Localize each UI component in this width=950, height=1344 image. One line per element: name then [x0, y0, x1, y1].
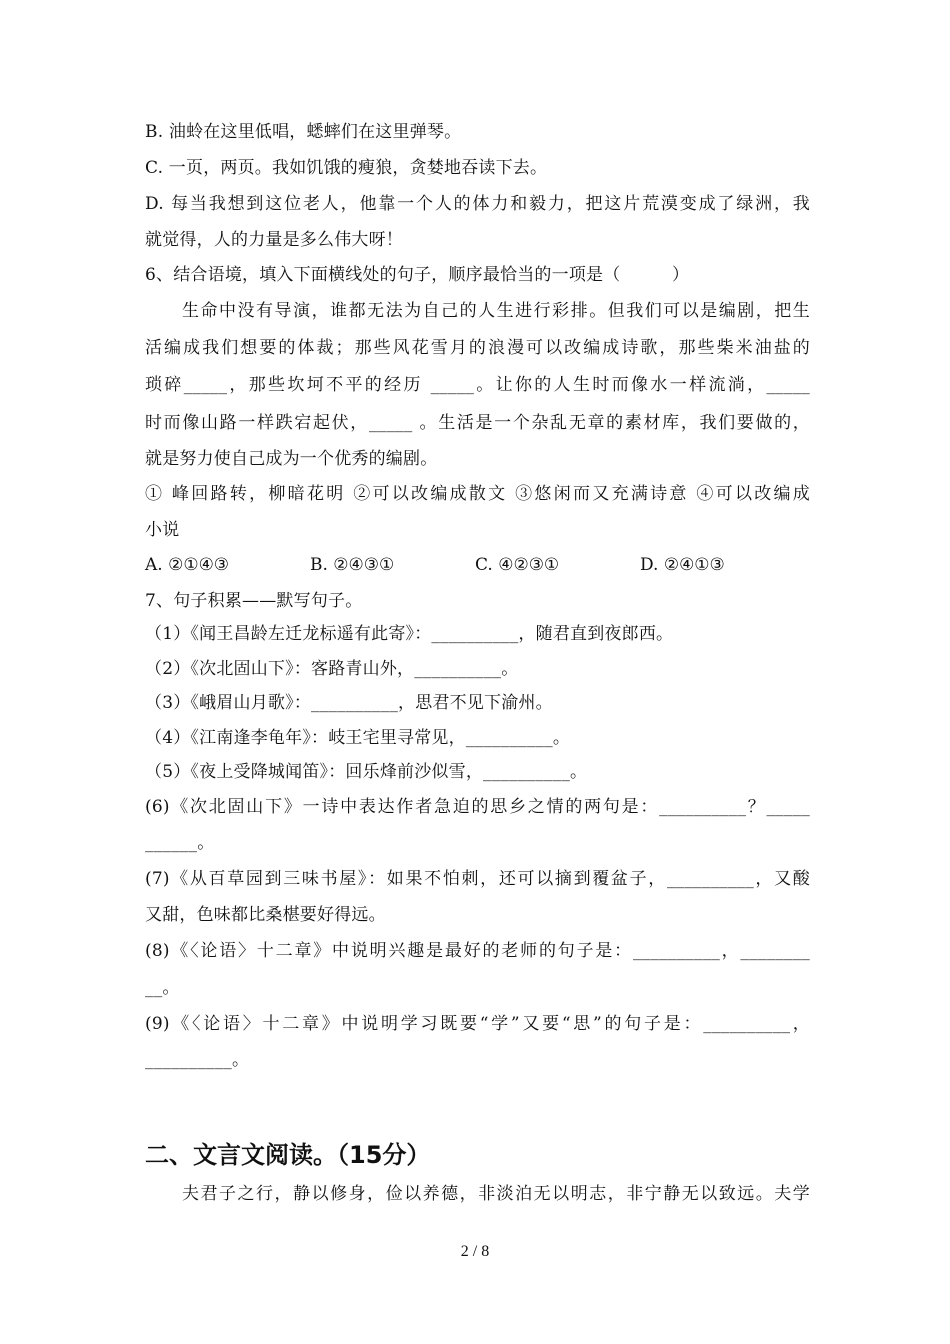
q6-passage-line: 时而像山路一样跌宕起伏，_____ 。生活是一个杂乱无章的素材库，我们要做的， — [145, 413, 810, 433]
q7-item7-line1: (7)《从百草园到三味书屋》：如果不怕刺，还可以摘到覆盆子，__________，又酸 — [145, 869, 810, 889]
q6-answer-d: D. ②④①③ — [640, 555, 725, 575]
q7-item9-line1: (9)《〈论语〉十二章》中说明学习既要“学”又要“思”的句子是：__________， — [145, 1014, 810, 1034]
q7-item: （5）《夜上受降城闻笛》：回乐烽前沙似雪，__________。 — [145, 762, 588, 782]
q7-item6-line1: (6)《次北固山下》一诗中表达作者急迫的思乡之情的两句是：__________？_____ — [145, 797, 810, 817]
q7-item: （1）《闻王昌龄左迁龙标遥有此寄》：__________，随君直到夜郎西。 — [145, 624, 674, 644]
q6-passage-line: 活编成我们想要的体裁；那些风花雪月的浪漫可以改编成诗歌，那些柴米油盐的 — [145, 338, 810, 358]
section2-first-line: 夫君子之行，静以修身，俭以养德，非淡泊无以明志，非宁静无以致远。夫学 — [145, 1184, 810, 1204]
q7-item8-line2: __。 — [145, 978, 180, 998]
q6-passage-line: 就是努力使自己成为一个优秀的编剧。 — [145, 449, 438, 469]
q5-option-d-line2: 就觉得，人的力量是多么伟大呀！ — [145, 230, 403, 250]
q5-option-d-line1: D. 每当我想到这位老人，他靠一个人的体力和毅力，把这片荒漠变成了绿洲，我 — [145, 194, 810, 214]
q7-item8-line1: (8)《〈论语〉十二章》中说明兴趣是最好的老师的句子是：__________，________ — [145, 941, 810, 961]
q7-item: （2）《次北固山下》：客路青山外，__________。 — [145, 659, 519, 679]
page-number: 2 / 8 — [460, 1243, 490, 1260]
section-heading: 二、文言文阅读。（15分） — [145, 1141, 431, 1169]
q6-choices-line1: ① 峰回路转，柳暗花明 ②可以改编成散文 ③悠闲而又充满诗意 ④可以改编成 — [145, 484, 810, 504]
q5-option-c: C. 一页，两页。我如饥饿的瘦狼，贪婪地吞读下去。 — [145, 158, 548, 178]
q7-item6-line2: ______。 — [145, 833, 215, 853]
q7-item7-line2: 又甜，色味都比桑椹要好得远。 — [145, 905, 386, 925]
q6-passage-line: 生命中没有导演，谁都无法为自己的人生进行彩排。但我们可以是编剧，把生 — [145, 301, 810, 321]
q6-passage-line: 琐碎_____，那些坎坷不平的经历 _____。让你的人生时而像水一样流淌，_____ — [145, 375, 810, 395]
q7-item: （4）《江南逢李龟年》：岐王宅里寻常见，__________。 — [145, 728, 571, 748]
q7-item9-line2: __________。 — [145, 1050, 250, 1070]
q6-choices-line2: 小说 — [145, 520, 180, 540]
q6-stem: 6、结合语境，填入下面横线处的句子，顺序最恰当的一项是（ ） — [145, 265, 690, 285]
q7-stem: 7、句子积累——默写句子。 — [145, 591, 363, 611]
q6-answer-a: A. ②①④③ — [145, 555, 230, 575]
q6-answer-b: B. ②④③① — [310, 555, 395, 575]
q7-item: （3）《峨眉山月歌》：__________，思君不见下渝州。 — [145, 693, 553, 713]
q5-option-b: B. 油蛉在这里低唱，蟋蟀们在这里弹琴。 — [145, 122, 462, 142]
q6-answer-c: C. ④②③① — [475, 555, 560, 575]
